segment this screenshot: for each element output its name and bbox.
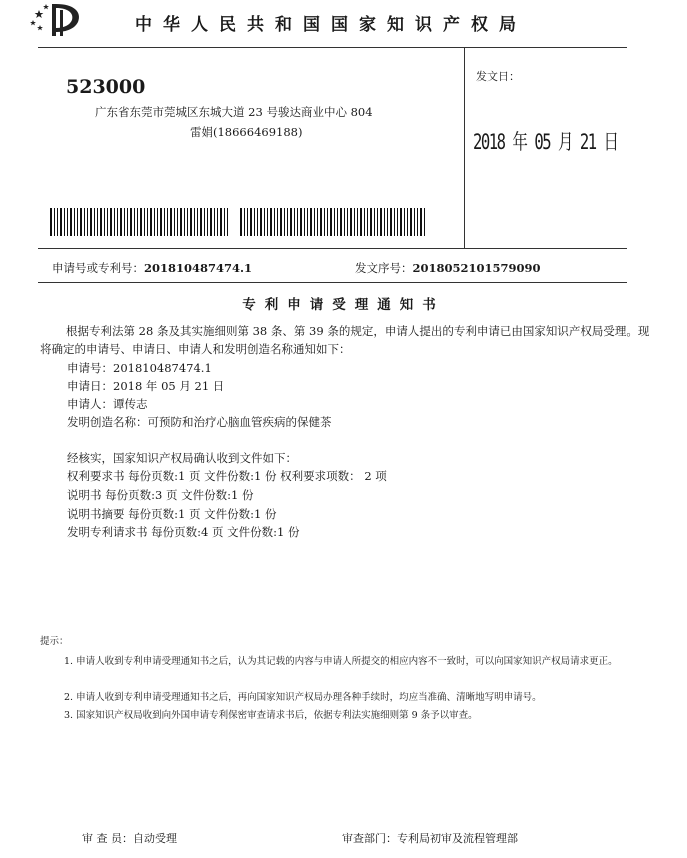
barcode-bar — [347, 208, 348, 236]
barcode-bar — [350, 208, 352, 236]
hints-label: 提示： — [40, 636, 69, 647]
recipient-name: 雷娟(18666469188) — [190, 125, 303, 139]
barcode-bar — [207, 208, 208, 236]
barcode-bar — [417, 208, 418, 236]
barcode-bar — [267, 208, 268, 236]
barcode-bar — [410, 208, 412, 236]
barcode-bar — [110, 208, 112, 236]
barcode-bar — [247, 208, 248, 236]
field-filing-date: 申请日：2018 年 05 月 21 日 — [67, 379, 225, 393]
barcode-bar — [330, 208, 332, 236]
barcode-bar — [377, 208, 378, 236]
barcode-bar — [317, 208, 318, 236]
logo-star — [30, 20, 36, 25]
agency-title: 中华人民共和国国家知识产权局 — [135, 15, 527, 35]
barcode-bar — [204, 208, 205, 236]
barcode-bar — [240, 208, 242, 236]
hint-item: 2. 申请人收到专利申请受理通知书之后，再向国家知识产权局办理各种手续时，均应当准确、清晰地写明申请号。 — [64, 692, 542, 703]
top-rule — [38, 47, 627, 48]
serial-number-row — [355, 260, 541, 276]
barcode-bar — [217, 208, 218, 236]
application-number-row — [52, 260, 252, 276]
barcode-bar — [194, 208, 195, 236]
barcode-bar — [214, 208, 215, 236]
barcode-bar — [250, 208, 252, 236]
serial-number-label: 发文序号： — [355, 261, 413, 275]
verified-intro: 经核实，国家知识产权局确认收到文件如下： — [67, 451, 297, 465]
barcode-bar — [200, 208, 202, 236]
barcode-bar — [180, 208, 182, 236]
send-date: 2018 年 05 月 21 日 — [473, 130, 618, 154]
field-applicant: 申请人：谭传志 — [67, 397, 148, 411]
barcode-bar — [84, 208, 85, 236]
barcode-bar — [307, 208, 308, 236]
document-item: 发明专利请求书 每份页数:4 页 文件份数:1 份 — [67, 525, 300, 539]
barcode-bar — [314, 208, 315, 236]
barcode-bar — [364, 208, 365, 236]
barcode-bar — [130, 208, 132, 236]
logo-star — [37, 25, 43, 30]
barcode-bar — [187, 208, 188, 236]
barcode-bar — [70, 208, 72, 236]
notice-title: 专利申请受理通知书 — [242, 297, 445, 313]
barcode-bar — [424, 208, 425, 236]
barcode-bar — [154, 208, 155, 236]
hint-item: 3. 国家知识产权局收到向外国申请专利保密审查请求书后，依据专利法实施细则第 9 条予以审查。 — [64, 710, 478, 721]
barcode-bar — [87, 208, 88, 236]
barcode-bar — [150, 208, 152, 236]
logo-star — [43, 4, 49, 9]
field-application-number: 申请号：201810487474.1 — [67, 361, 212, 375]
barcode-bar — [334, 208, 335, 236]
application-number-label: 申请号或专利号： — [52, 261, 144, 275]
barcode-bar — [140, 208, 142, 236]
barcode-bar — [94, 208, 95, 236]
barcode-bar — [100, 208, 102, 236]
barcode-bar — [304, 208, 305, 236]
barcode — [240, 208, 428, 236]
barcode-bar — [407, 208, 408, 236]
barcode-bar — [50, 208, 52, 236]
barcode-bar — [220, 208, 222, 236]
barcode-bar — [360, 208, 362, 236]
barcode-bar — [337, 208, 338, 236]
barcode-bar — [120, 208, 122, 236]
barcode-bar — [420, 208, 422, 236]
barcode-bar — [297, 208, 298, 236]
barcode-bar — [370, 208, 372, 236]
barcode-bar — [174, 208, 175, 236]
barcode-bar — [257, 208, 258, 236]
barcode-bar — [384, 208, 385, 236]
cnipa-logo — [30, 2, 84, 36]
document-item: 说明书 每份页数:3 页 文件份数:1 份 — [67, 488, 254, 502]
barcode-bar — [404, 208, 405, 236]
barcode-bar — [380, 208, 382, 236]
barcode-bar — [124, 208, 125, 236]
barcode-bar — [147, 208, 148, 236]
barcode-bar — [167, 208, 168, 236]
barcode-bar — [294, 208, 295, 236]
logo-star — [35, 10, 44, 18]
barcode-bar — [320, 208, 322, 236]
document-item: 权利要求书 每份页数:1 页 文件份数:1 份 权利要求项数： 2 项 — [67, 469, 387, 483]
field-invention-title: 发明创造名称：可预防和治疗心脑血管疾病的保健茶 — [67, 415, 332, 429]
barcode-bar — [117, 208, 118, 236]
barcode-bar — [90, 208, 92, 236]
barcode-bar — [127, 208, 128, 236]
hint-item: 1. 申请人收到专利申请受理通知书之后，认为其记载的内容与申请人所提交的相应内容不一致时，可以向国家知识产权局请求更正。 — [64, 656, 618, 667]
barcode-bar — [184, 208, 185, 236]
barcode-bar — [374, 208, 375, 236]
barcode-bar — [64, 208, 65, 236]
barcode-bar — [107, 208, 108, 236]
column-divider — [464, 47, 465, 248]
send-date-label: 发文日： — [476, 70, 520, 83]
barcode-bar — [397, 208, 398, 236]
barcode-bar — [327, 208, 328, 236]
barcode-bar — [210, 208, 212, 236]
barcode-bar — [394, 208, 395, 236]
barcode-bar — [277, 208, 278, 236]
barcode-bar — [114, 208, 115, 236]
barcode-bar — [290, 208, 292, 236]
barcode-bar — [57, 208, 58, 236]
barcode-bar — [97, 208, 98, 236]
barcode-bar — [324, 208, 325, 236]
barcode-bar — [137, 208, 138, 236]
notice-intro: 根据专利法第 28 条及其实施细则第 38 条、第 39 条的规定，申请人提出的专利申请已由国家知识产权局受理。现将确定的申请号、申请日、申请人和发明创造名称通知如下： — [40, 324, 650, 356]
barcode-bar — [310, 208, 312, 236]
barcode-bar — [227, 208, 228, 236]
middle-rule — [38, 248, 627, 249]
barcode-bar — [340, 208, 342, 236]
barcode-bar — [357, 208, 358, 236]
barcode-bar — [367, 208, 368, 236]
barcode-bar — [244, 208, 245, 236]
barcode-bar — [60, 208, 62, 236]
barcode-bar — [287, 208, 288, 236]
recipient-address: 广东省东莞市莞城区东城大道 23 号骏达商业中心 804 — [95, 105, 373, 119]
barcode-bar — [197, 208, 198, 236]
barcode-bar — [387, 208, 388, 236]
examining-department: 审查部门：专利局初审及流程管理部 — [342, 832, 518, 845]
barcode-bar — [164, 208, 165, 236]
barcode-bar — [54, 208, 55, 236]
barcode-bar — [280, 208, 282, 236]
barcode-bar — [264, 208, 265, 236]
barcode-bar — [224, 208, 225, 236]
barcode-bar — [274, 208, 275, 236]
document-item: 说明书摘要 每份页数:1 页 文件份数:1 份 — [67, 507, 277, 521]
barcode-bar — [414, 208, 415, 236]
logo-emblem — [52, 4, 79, 36]
barcode-bar — [300, 208, 302, 236]
barcode-bar — [354, 208, 355, 236]
application-number: 201810487474.1 — [144, 261, 253, 275]
barcode-bar — [170, 208, 172, 236]
barcode-bar — [77, 208, 78, 236]
barcode-bar — [344, 208, 345, 236]
barcode-bar — [270, 208, 272, 236]
barcode-bar — [67, 208, 68, 236]
barcode-bar — [157, 208, 158, 236]
barcode-bar — [254, 208, 255, 236]
barcode-bar — [260, 208, 262, 236]
barcode-bar — [177, 208, 178, 236]
barcode-bar — [400, 208, 402, 236]
barcode-bar — [80, 208, 82, 236]
barcode-bar — [160, 208, 162, 236]
barcode — [50, 208, 232, 236]
barcode-bar — [144, 208, 145, 236]
barcode-bar — [390, 208, 392, 236]
serial-number: 2018052101579090 — [412, 261, 541, 275]
reference-rule — [38, 282, 627, 283]
examiner: 审 查 员：自动受理 — [82, 832, 177, 845]
barcode-bar — [134, 208, 135, 236]
barcode-bar — [284, 208, 285, 236]
barcode-bar — [104, 208, 105, 236]
barcode-bar — [74, 208, 75, 236]
postal-code: 523000 — [66, 76, 146, 98]
barcode-bar — [190, 208, 192, 236]
